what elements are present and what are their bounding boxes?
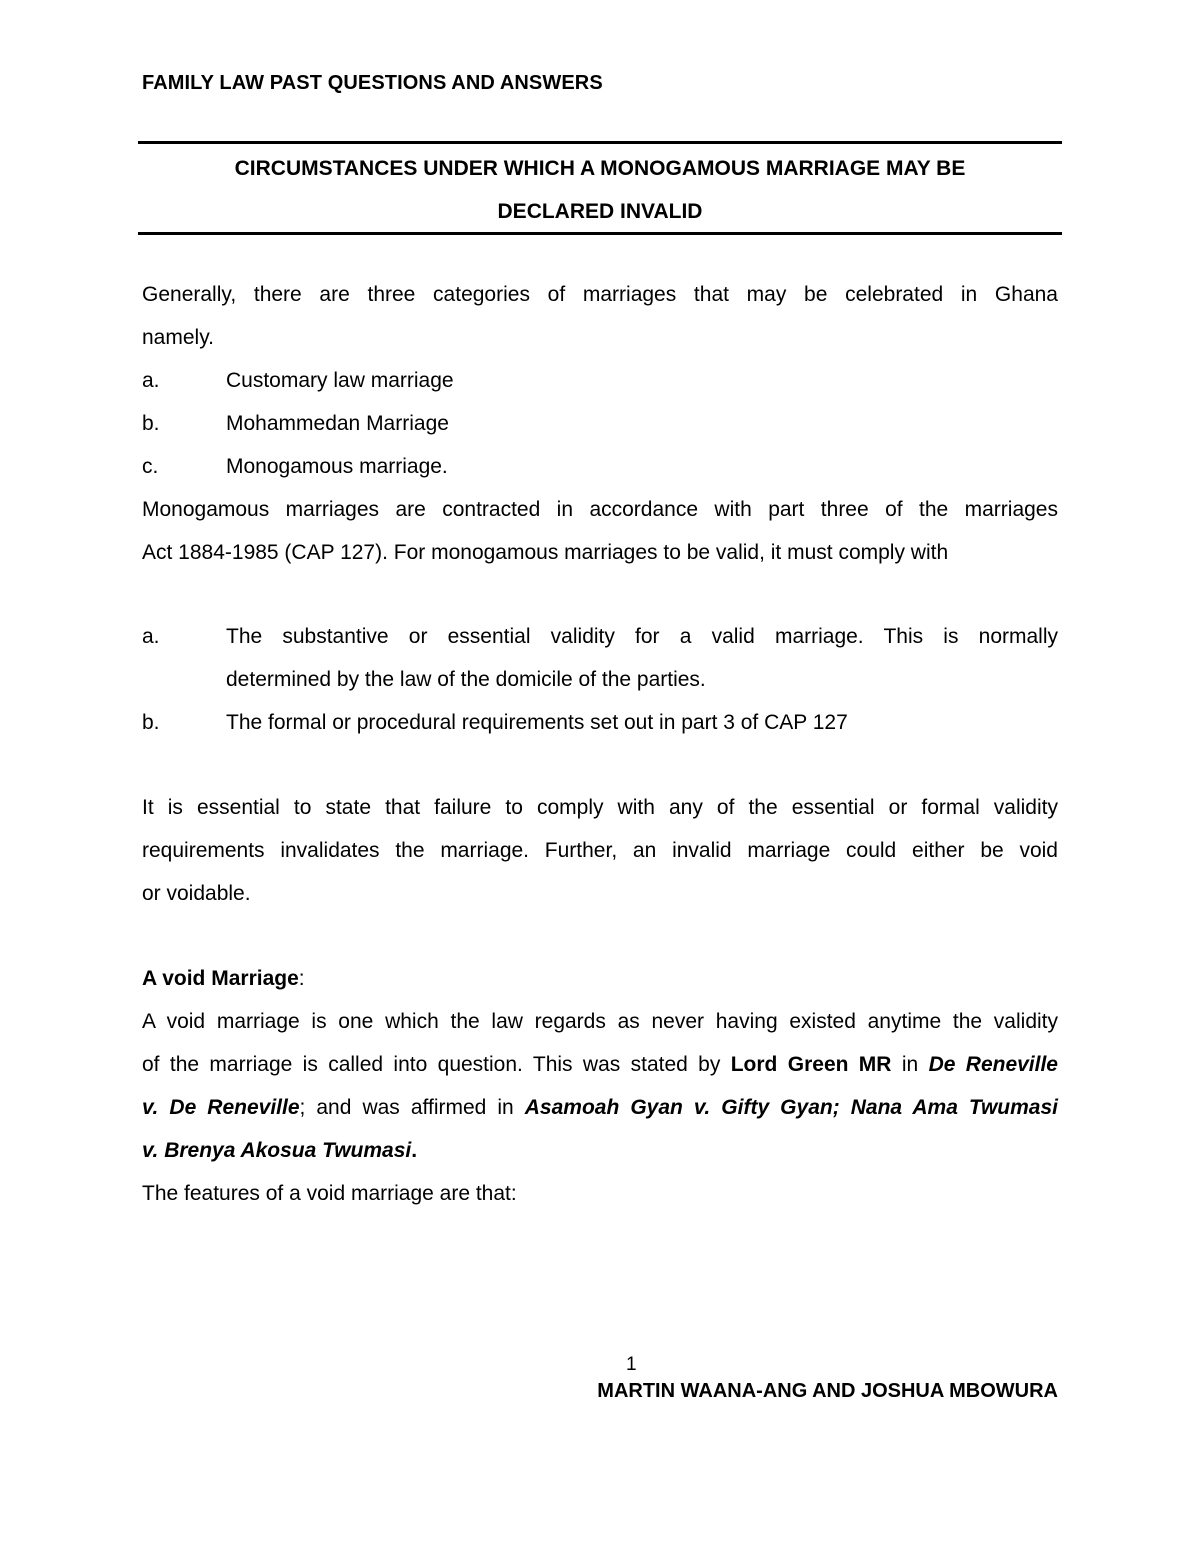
marriage-categories-list bbox=[142, 359, 1058, 488]
list-item-continuation bbox=[142, 658, 1058, 701]
list-item bbox=[142, 402, 1058, 445]
validity-requirements-list bbox=[142, 615, 1058, 744]
document-title bbox=[138, 147, 1062, 233]
list-item bbox=[142, 615, 1058, 658]
monogamous-line-2: Act 1884-1985 (CAP 127). For monogamous marriages to be valid, it must comply with bbox=[142, 541, 949, 564]
title-line-1: CIRCUMSTANCES UNDER WHICH A MONOGAMOUS MARRIAGE MAY BE bbox=[234, 157, 966, 180]
list-item bbox=[142, 701, 1058, 744]
list-marker: a. bbox=[142, 369, 160, 392]
list-item-text: Customary law marriage bbox=[226, 369, 454, 392]
void-line-3 bbox=[142, 1086, 1058, 1129]
essential-paragraph bbox=[142, 786, 1058, 915]
void-line-2 bbox=[142, 1043, 1058, 1086]
essential-line-3: or voidable. bbox=[142, 882, 251, 905]
void-line-5: The features of a void marriage are that: bbox=[142, 1182, 517, 1205]
intro-paragraph bbox=[142, 273, 1058, 359]
void-line-2-text: of the marriage is called into question. This was stated by bbox=[142, 1053, 731, 1076]
void-line-1: A void marriage is one which the law regards as never having existed anytime the validity bbox=[142, 1010, 1058, 1033]
list-marker: a. bbox=[142, 625, 160, 648]
void-line-4 bbox=[142, 1129, 1058, 1172]
case-citation: v. De Reneville bbox=[142, 1096, 300, 1119]
list-marker: b. bbox=[142, 412, 160, 435]
list-marker: b. bbox=[142, 711, 160, 734]
intro-line-2: namely. bbox=[142, 326, 214, 349]
void-line-2-in: in bbox=[891, 1053, 929, 1076]
list-item-text: Mohammedan Marriage bbox=[226, 412, 449, 435]
section-heading-colon: : bbox=[298, 967, 305, 990]
list-item-text: The formal or procedural requirements set out in part 3 of CAP 127 bbox=[226, 711, 848, 734]
case-citation: Asamoah Gyan v. Gifty Gyan; Nana Ama Twumasi bbox=[524, 1096, 1058, 1119]
intro-line-1: Generally, there are three categories of marriages that may be celebrated in Ghana bbox=[142, 283, 1058, 306]
essential-line-1: It is essential to state that failure to comply with any of the essential or formal validity bbox=[142, 796, 1058, 819]
list-item bbox=[142, 359, 1058, 402]
judge-name: Lord Green MR bbox=[730, 1053, 892, 1076]
title-bottom-rule bbox=[138, 232, 1062, 235]
essential-line-2: requirements invalidates the marriage. Further, an invalid marriage could either be void bbox=[142, 839, 1058, 862]
list-marker: c. bbox=[142, 455, 159, 478]
void-marriage-section bbox=[142, 957, 1058, 1215]
page-number: 1 bbox=[626, 1354, 637, 1375]
monogamous-paragraph bbox=[142, 488, 1058, 574]
void-line-3-text: ; and was affirmed in bbox=[299, 1096, 525, 1119]
list-item bbox=[142, 445, 1058, 488]
list-item-text: The substantive or essential validity for a valid marriage. This is normally bbox=[226, 625, 1058, 648]
running-header: FAMILY LAW PAST QUESTIONS AND ANSWERS bbox=[142, 72, 603, 94]
section-heading bbox=[142, 957, 1058, 1000]
case-citation: v. Brenya Akosua Twumasi bbox=[142, 1139, 412, 1162]
monogamous-line-1: Monogamous marriages are contracted in accordance with part three of the marriages bbox=[142, 498, 1058, 521]
case-citation: De Reneville bbox=[928, 1053, 1058, 1076]
title-line-2: DECLARED INVALID bbox=[497, 200, 703, 223]
section-heading-text: A void Marriage bbox=[142, 967, 299, 990]
void-line-4-period: . bbox=[411, 1139, 418, 1162]
running-footer: MARTIN WAANA-ANG AND JOSHUA MBOWURA bbox=[597, 1380, 1058, 1402]
list-item-text: Monogamous marriage. bbox=[226, 455, 448, 478]
title-top-rule bbox=[138, 141, 1062, 144]
list-item-text: determined by the law of the domicile of the parties. bbox=[226, 668, 706, 691]
